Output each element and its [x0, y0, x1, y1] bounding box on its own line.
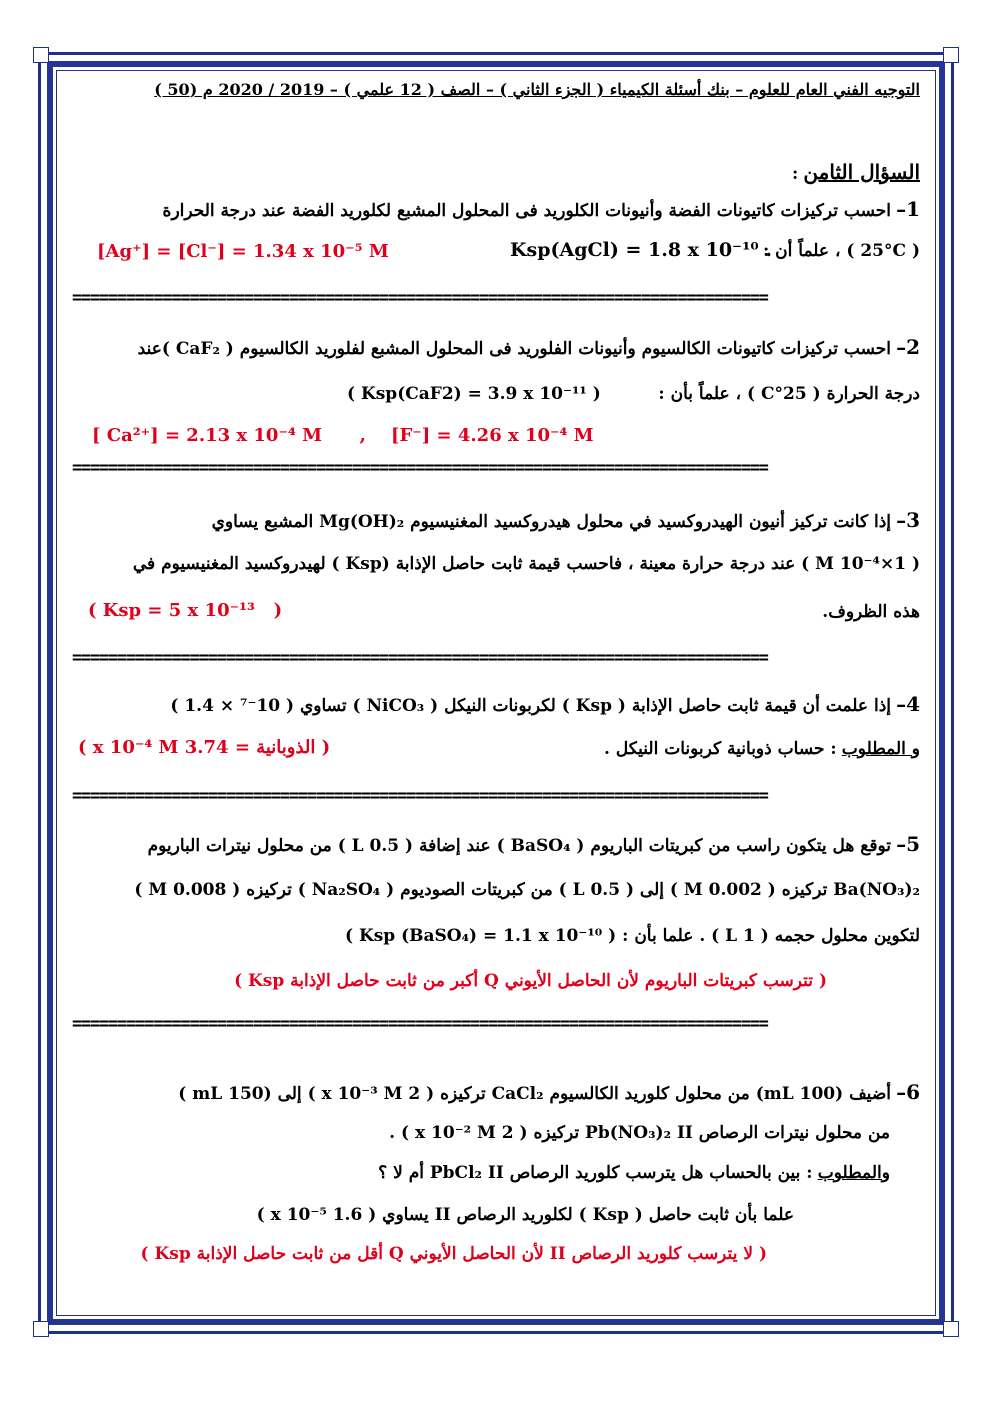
border-corner: [33, 1321, 49, 1337]
question-number: 6–: [896, 1080, 920, 1104]
section-title: السؤال الثامن: [803, 160, 920, 184]
section-colon: :: [792, 164, 799, 184]
question-text: احسب تركيزات كاتيونات الفضة وأنيونات الكلوريد فى المحلول المشبع لكلوريد الفضة عند درجة الحرارة: [162, 201, 891, 221]
question-text: توقع هل يتكون راسب من كبريتات الباريوم ( BaSO₄ ) عند إضافة ( 0.5 L ) من محلول نيترات الباريوم: [147, 836, 891, 856]
question-number: 4–: [896, 692, 920, 716]
q2-given: [658, 384, 920, 404]
q3-line-3: هذه الظروف.: [822, 602, 920, 622]
separator: =============================================================================: [72, 648, 768, 668]
question-5: [148, 832, 920, 856]
q5-answer: ( تترسب كبريتات الباريوم لأن الحاصل الأيوني Q أكبر من ثابت حاصل الإذابة Ksp ): [234, 971, 827, 991]
separator: =============================================================================: [72, 1014, 768, 1034]
question-6: [178, 1080, 920, 1104]
question-number: 2–: [896, 335, 920, 359]
given-text: درجة الحرارة ( 25°C ) ، علماً بأن :: [658, 384, 920, 404]
q4-requirement: [604, 739, 920, 759]
q3-line-2: ( 1×10⁻⁴ M ) عند درجة حرارة معينة ، فاحسب قيمة ثابت حاصل الإذابة (Ksp ) لهيدروكسيد المغنيسيوم في: [132, 554, 920, 574]
question-3: [212, 508, 920, 532]
q5-line-3: لتكوين محلول حجمه ( 1 L ) . علما بأن : ( Ksp (BaSO₄) = 1.1 x 10⁻¹⁰ ): [344, 926, 920, 946]
given-text: ( 25°C ) ، علماً أن :: [762, 241, 920, 261]
q1-answer: [Ag⁺] = [Cl⁻] = 1.34 x 10⁻⁵ M: [97, 241, 389, 262]
q3-answer: ( Ksp = 5 x 10⁻¹³ ): [88, 600, 283, 621]
q2-formula: ( Ksp(CaF2) = 3.9 x 10⁻¹¹ ): [347, 384, 601, 404]
section-heading: [792, 160, 920, 184]
q2-answer: [ Ca²⁺] = 2.13 x 10⁻⁴ M , [F⁻] = 4.26 x 10⁻⁴ M: [92, 425, 594, 446]
border-corner: [943, 47, 959, 63]
q6-requirement: [378, 1163, 890, 1183]
q4-answer: ( الذوبانية = 3.74 x 10⁻⁴ M ): [78, 737, 331, 758]
q6-answer: ( لا يترسب كلوريد الرصاص II لأن الحاصل الأيوني Q أقل من ثابت حاصل الإذابة Ksp ): [140, 1244, 767, 1264]
q1-formula: Ksp(AgCl) = 1.8 x 10⁻¹⁰ .: [510, 239, 772, 261]
q1-given: [763, 241, 920, 261]
q6-line-2: من محلول نيترات الرصاص Pb(NO₃)₂ II تركيزه ( 2 x 10⁻² M ) .: [389, 1123, 890, 1143]
q5-line-2: Ba(NO₃)₂ تركيزه ( 0.002 M ) إلى ( 0.5 L ) من كبريتات الصوديوم ( Na₂SO₄ ) تركيزه ( 0.008 M ): [134, 880, 920, 900]
question-2: [138, 335, 920, 359]
separator: =============================================================================: [72, 288, 768, 308]
requirement-text: : حساب ذوبانية كربونات النيكل .: [604, 739, 837, 759]
question-4: [170, 692, 920, 716]
separator: =============================================================================: [72, 458, 768, 478]
question-text: إذا علمت أن قيمة ثابت حاصل الإذابة ( Ksp ) لكربونات النيكل ( NiCO₃ ) تساوي ( 10⁻⁷ × 1.4 ): [170, 696, 891, 716]
question-number: 1–: [896, 197, 920, 221]
border-corner: [33, 47, 49, 63]
q6-line-4: علما بأن ثابت حاصل ( Ksp ) لكلوريد الرصاص II يساوي ( 1.6 x 10⁻⁵ ): [256, 1205, 794, 1225]
requirement-text: : بين بالحساب هل يترسب كلوريد الرصاص PbCl₂ II أم لا ؟: [378, 1163, 813, 1183]
page-header: التوجيه الفني العام للعلوم – بنك أسئلة الكيمياء ( الجزء الثاني ) – الصف ( 12 علمي ) – 2019 / 2020 م (50 ): [154, 80, 920, 99]
border-corner: [943, 1321, 959, 1337]
question-number: 3–: [896, 508, 920, 532]
question-text: إذا كانت تركيز أنيون الهيدروكسيد في محلول هيدروكسيد المغنيسيوم Mg(OH)₂ المشبع يساوي: [211, 512, 891, 532]
separator: =============================================================================: [72, 786, 768, 806]
requirement-label: و المطلوب: [841, 739, 920, 759]
question-1: [163, 197, 920, 221]
requirement-label: والمطلوب: [817, 1163, 890, 1183]
question-number: 5–: [896, 832, 920, 856]
question-text: احسب تركيزات كاتيونات الكالسيوم وأنيونات الفلوريد فى المحلول المشبع لفلوريد الكالسيوم ( CaF₂ )عند: [137, 339, 891, 359]
question-text: أضيف (100 mL) من محلول كلوريد الكالسيوم CaCl₂ تركيزه ( 2 x 10⁻³ M ) إلى (150 mL ): [178, 1084, 891, 1104]
